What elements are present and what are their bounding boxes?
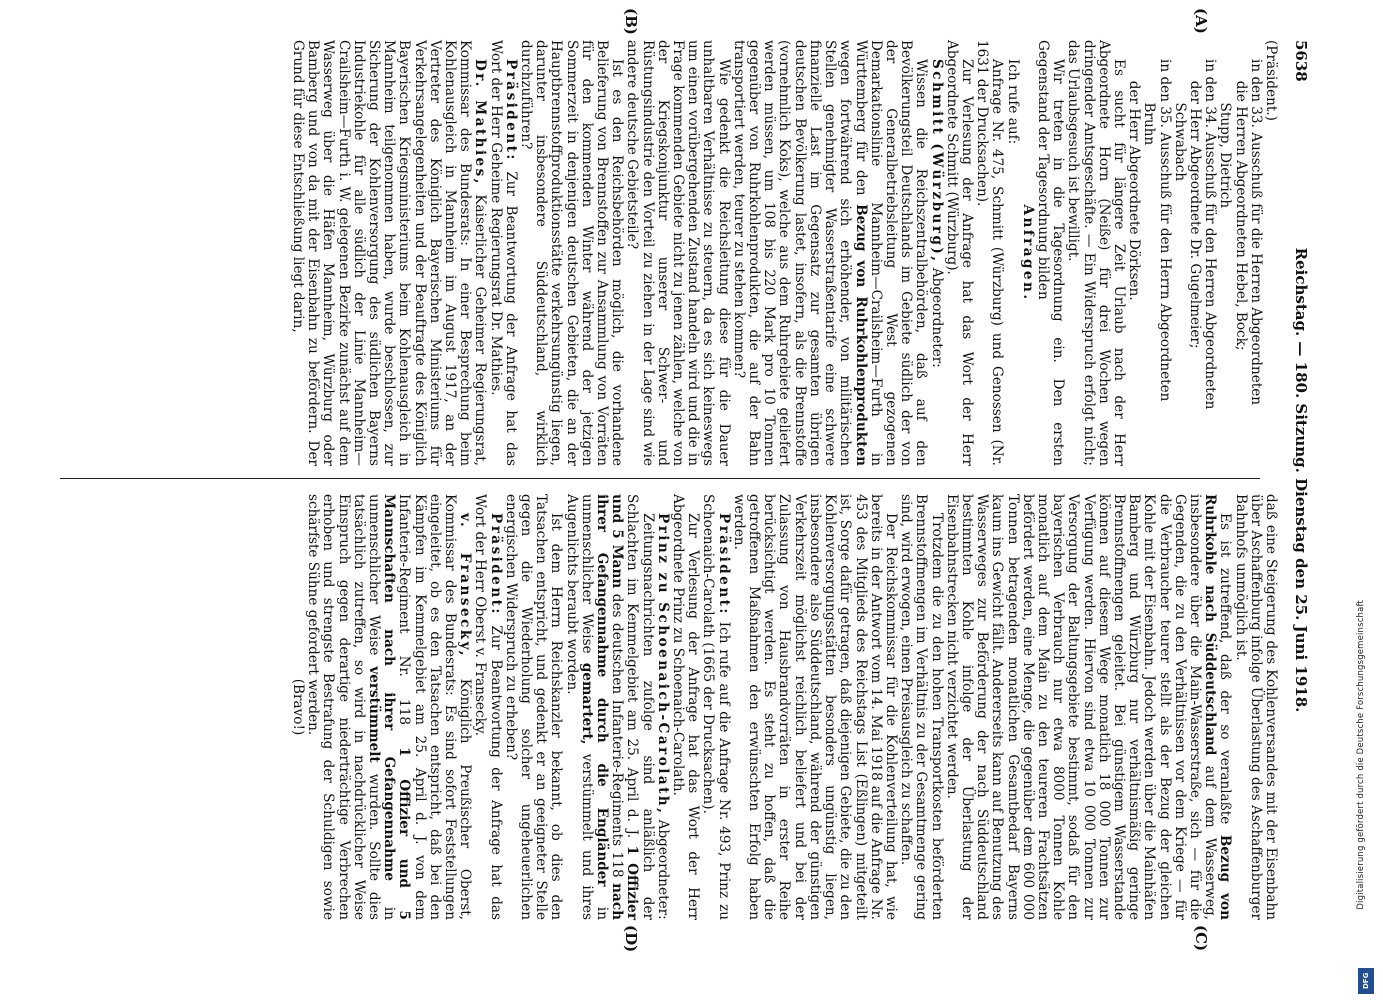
paragraph: Zur Verlesung der Anfrage hat das Wort der Herr Abgeordnete Prinz zu Schoenaich-Carolath.: [670, 494, 702, 920]
speaker-name: Schmitt (Würzburg),: [928, 59, 945, 264]
speech-paragraph: Dr. Mathies, Kaiserlicher Geheimer Regierungsrat, Kommissar des Bundesrats: In einer Besprechung beim Kohlenausgleich in Mannheim im August 1917, an der Vertreter des Königlich Bayerischen Ministeriums für Verkehrsangelegenheiten und der Beauftragte des Königlich Bayerischen Kriegsministeriums beim Kohlenausgleich in Mannheim teilgenommen haben, wurde beschlossen, zur Sicherung der Kohlenversorgung des südlichen Bayerns Industriekohle für alle südlich der Linie Mannheim—Crailsheim—Furth i. W. gelegenen Bezirke zunächst auf dem Wasserweg über die Häfen Mannheim, Würzburg oder Bamberg und von da mit der Eisenbahn zu befördern. Der Grund für diese Entschließung liegt darin,: [290, 40, 489, 466]
margin-marker-c: (C): [1192, 925, 1210, 952]
dfg-logo-icon: DFG: [1358, 968, 1374, 994]
speech-paragraph: v. Fransecky, Königlich Preußischer Oberst, Kommissar des Bundesrats: Es sind sofort Feststellungen eingeleitet, ob es den Tatsachen entspricht, daß bei den Kämpfen im Kemmelgebiet am 25. April d. J. von dem Infanterie-Regiment Nr. 118 1 Offizier und 5 Mannschaften nach ihrer Gefangennahme in unmenschlicher Weise verstümmelt wurden. Sollte dies tatsächlich zutreffen, so wird in nachdrücklicher Weise Einspruch gegen derartige niederträchtige Verbrechen erhoben und strengste Bestrafung der Schuldigen sowie schärfste Sühne gefordert werden.: [305, 494, 474, 921]
right-column: [78, 494, 1278, 920]
speaker-line: (Präsident.): [1263, 40, 1279, 121]
list-item: in den 33. Ausschuß für die Herren Abgeordneten: [1247, 59, 1264, 406]
paragraph: Zeitungsnachrichten zufolge sind anläßlich der Schlachten im Kemmelgebiet am 25. April d. J. 1 Offizier und 5 Mann des deutschen Infanterie-Regiments 118 nach ihrer Gefangennahme durch die Engländer in unmenschlicher Weise gemartert, verstümmelt und ihres Augenlichts beraubt worden.: [563, 494, 656, 921]
section-heading: Anfragen.: [1019, 204, 1036, 302]
speaker-name: Präsident:: [715, 513, 732, 616]
paragraph: daß eine Steigerung des Kohlenversandes mit der Eisenbahn über Aschaffenburg infolge Überlastung des Aschaffenburger Bahnhofs unmöglich ist.: [1232, 494, 1279, 920]
paragraph: Der Reichskommissar für die Kohlenverteilung hat, wie bereits in der Antwort vom 14. Mai 1918 auf die Anfrage Nr. 453 des Mitglieds des Reichstags List (Eßlingen) mitgeteilt ist, Sorge dafür getragen, daß diejenigen Gebiete, die zu den Kohlenversorgungsstätten besonders ungünstig liegen, insbesondere also Süddeutschland, während der günstigen Verkehrszeit möglichst reichlich beliefert und bei der Zulassung von Hausbrandvorräten in erster Reihe berücksichtigt werden. Es steht zu hoffen, daß die getroffenen Maßnahmen den erwünschten Erfolg haben werden.: [730, 494, 899, 920]
list-item: in den 34. Ausschuß für den Herren Abgeordneten: [1202, 59, 1219, 410]
list-item: Stupp, Dietrich: [1217, 102, 1234, 209]
paragraph: Ich rufe auf:: [1004, 59, 1021, 145]
paragraph: Ist dem Herrn Reichskanzler bekannt, ob dies den Tatsachen entspricht, und gedenkt er an geeigneter Stelle gegen die Wiederholung solcher ungeheuerlichen energischen Widerspruch zu erheben?: [502, 494, 565, 920]
speech-paragraph: Schmitt (Würzburg), Abgeordneter:: [928, 59, 945, 368]
paragraph: Wissen die Reichszentralbehörden, daß auf den Bevölkerungsteil Deutschlands im Gebiete südlich der von der Generalbetriebsleitung West gezogenen Demarkationslinie Mannheim—Crailsheim—Furth in Württemberg für den Bezug von Ruhrkohlenprodukten wegen fortwährend sich erhöhender, von militärischen Stellen genehmigter Wasserstraßentarife eine schwere finanzielle Last im Gegensatz zur gesamten übrigen deutschen Bevölkerung lastet, insofern, als die Brennstoffe (vornehmlich Koks), welche aus dem Ruhrgebiete geliefert werden müssen, um 108 bis 220 Mark pro 10 Tonnen gegenüber von Ruhrkohlenprodukten, die auf der Bahn transportiert werden, teurer zu stehen kommen?: [730, 40, 930, 466]
paragraph: Wie gedenkt die Reichsleitung diese für die Dauer unhaltbaren Verhältnisse zu steuern, da es sich keineswegs um einen vorübergehenden Zustand handeln wird und die in Frage kommenden Gebiete nicht zu jenen zählen, welche von der Kriegskonjunktur unserer Schwer- und Rüstungsindustrie den Vorteil zu ziehen in der Lage sind wie andere deutsche Gebietsteile?: [624, 40, 732, 466]
speaker-name: Präsident:: [487, 513, 504, 616]
page-number: 5638: [1292, 40, 1310, 82]
margin-marker-d: (D): [622, 925, 640, 953]
column-divider: [60, 478, 1260, 479]
paragraph: Es sucht für längere Zeit Urlaub nach der Herr Abgeordnete Horn (Neiße) für drei Wochen wegen dringender Amtsgeschäfte. — Ein Widerspruch erfolgt nicht; das Urlaubsgesuch ist bewilligt.: [1065, 40, 1127, 466]
speaker-name: Präsident:: [502, 59, 519, 162]
speaker-name: Prinz zu Schoenaich-Carolath,: [654, 513, 671, 816]
applause-note: (Bravo!): [290, 678, 306, 736]
committee-list: [1126, 40, 1263, 466]
paragraph: Es ist zutreffend, daß der so veranlaßte Bezug von Ruhrkohle nach Süddeutschland auf dem Wasserweg, insbesondere über die Main-Wasserstraße, sich — für die Gegenden, die zu den Verhältnissen vor dem Kriege — für die Verbraucher teurer stellt als der Bezug der gleichen Kohle mit der Eisenbahn. Jedoch werden über die Mainhäfen Bamberg und Würzburg nur verhältnismäßig geringe Brennstoffmengen geleitet. Bei günstigem Wasserstande können auf diesem Wege monatlich 18 000 Tonnen zur Verfügung werden. Hiervon sind etwa 10 000 Tonnen zur Versorgung der Baltungsgebiete bestimmt, sodaß für den bayerischen Verbrauch nur etwa 8000 Tonnen Kohle monatlich auf dem Main zu den teureren Frachtsätzen befördert werden, eine Menge, die gegenüber dem 600 000 Tonnen betragenden monatlichen Gesamtbedarf Bayerns kaum ins Gewicht fällt. Andererseits kann auf Benutzung des Wasserweges zur Beförderung der nach Süddeutschland bestimmten Kohle infolge der Überlastung der Eisenbahnstrecken nicht verzichtet werden.: [943, 494, 1234, 921]
paragraph: Anfrage Nr. 475, Schmitt (Würzburg) und Genossen (Nr. 1631 der Drucksachen).: [974, 40, 1006, 466]
speech-paragraph: Präsident: Ich rufe auf die Anfrage Nr. 493, Prinz zu Schoenaich-Carolath (1665 der Drucksachen).: [700, 494, 732, 920]
speaker-name: Dr. Mathies,: [472, 59, 489, 186]
paragraph: Zur Verlesung der Anfrage hat das Wort der Herr Abgeordnete Schmitt (Würzburg).: [943, 40, 975, 466]
page-title: Reichstag. — 180. Sitzung. Dienstag den 25. Juni 1918.: [1292, 247, 1310, 713]
list-item: Schwabach: [1171, 102, 1188, 182]
page-header: [1284, 40, 1310, 920]
paragraph: Trotzdem die zu den hohen Transportkosten beförderten Brennstoffmengen im Verhältnis zu der Gesamtmenge gering sind, wird erwogen, einen Preisausgleich zu schaffen.: [898, 494, 945, 920]
speech-paragraph: Präsident: Zur Beantwortung der Anfrage hat das Wort der Herr Geheime Regierungsrat Dr. Mathies.: [487, 40, 519, 466]
speaker-name: v. Fransecky,: [457, 513, 474, 658]
paragraph: Wir treten in die Tagesordnung ein. Den ersten Gegenstand der Tagesordnung bilden: [1034, 40, 1067, 466]
list-item: Bruhn: [1141, 102, 1158, 146]
paragraph: Ist es den Reichsbehörden möglich, die vorhandene Belieferung von Brennstoffen zur Ansammlung von Vorräten für den kommenden Winter während der jetzigen Sommerzeit in denjenigen deutschen Gebieten, die an der Hauptbrennstoffproduktionsstätte verkehrsungünstig liegen, darunter insbesondere Süddeutschland, wirklich durchzuführen?: [518, 40, 626, 466]
list-item: in den 35. Ausschuß für den Herrn Abgeordneten: [1156, 59, 1173, 402]
speech-paragraph: Prinz zu Schoenaich-Carolath, Abgeordneter:: [654, 513, 671, 920]
list-item: der Herr Abgeordnete Dörksen.: [1126, 80, 1143, 301]
margin-marker-b: (B): [622, 8, 640, 35]
list-item: die Herren Abgeordneten Hebel, Bock;: [1232, 80, 1249, 351]
left-column: [78, 40, 1278, 466]
digitization-credit: Digitalisierung gefördert durch die Deutsche Forschungsgemeinschaft: [1356, 600, 1366, 910]
list-item: der Herr Abgeordnete Dr. Gugelmeier;: [1186, 80, 1203, 349]
margin-marker-a: (A): [1192, 8, 1210, 34]
speech-paragraph: Präsident: Zur Beantwortung der Anfrage hat das Wort der Herr Oberst v. Fransecky.: [472, 494, 504, 920]
